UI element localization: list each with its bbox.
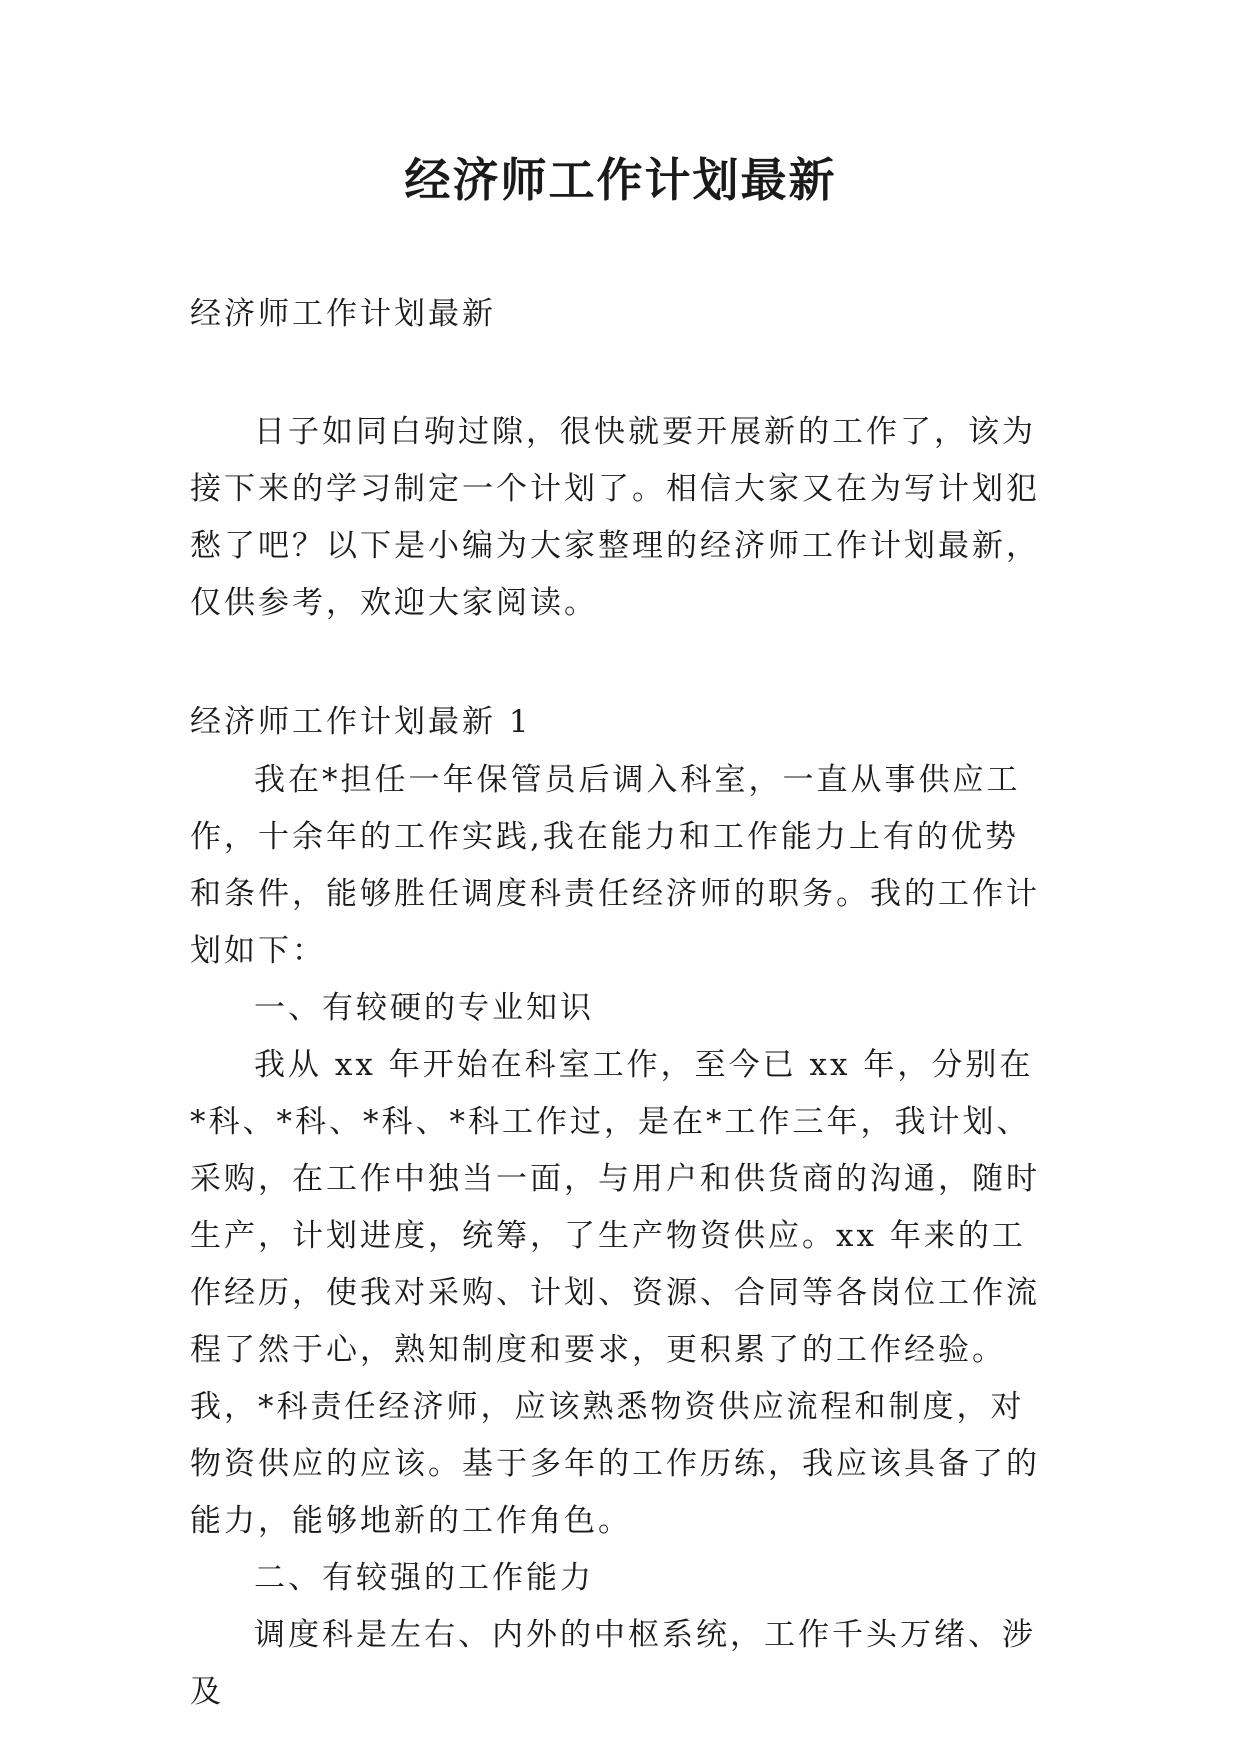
document-title: 经济师工作计划最新: [404, 153, 837, 207]
body-text: [190, 752, 1050, 1721]
section-title: 经济师工作计划最新 1: [190, 704, 532, 740]
document-subtitle: 经济师工作计划最新: [190, 296, 496, 332]
paragraph-2: 我从 xx 年开始在科室工作，至今已 xx 年，分别在*科、*科、*科、*科工作过，是在*工作三年，我计划、采购，在工作中独当一面，与用户和供货商的沟通，随时生产，计划进度，统筹，了生产物资供应。xx 年来的工作经历，使我对采购、计划、资源、合同等各岗位工作流程了然于心，熟知制度和要求，更积累了的工作经验。我，*科责任经济师，应该熟悉物资供应流程和制度，对物资供应的应该。基于多年的工作历练，我应该具备了的能力，能够地新的工作角色。: [190, 1047, 1040, 1539]
paragraph-1: 我在*担任一年保管员后调入科室，一直从事供应工作，十余年的工作实践,我在能力和工作能力上有的优势和条件，能够胜任调度科责任经济师的职务。我的工作计划如下：: [190, 762, 1040, 969]
paragraph-3: 调度科是左右、内外的中枢系统，工作千头万绪、涉及: [190, 1617, 1036, 1710]
heading-2: 二、有较强的工作能力: [254, 1560, 594, 1596]
heading-1: 一、有较硬的专业知识: [254, 990, 594, 1026]
intro-paragraph: 日子如同白驹过隙，很快就要开展新的工作了，该为接下来的学习制定一个计划了。相信大家又在为写计划犯愁了吧？以下是小编为大家整理的经济师工作计划最新，仅供参考，欢迎大家阅读。: [190, 414, 1040, 621]
